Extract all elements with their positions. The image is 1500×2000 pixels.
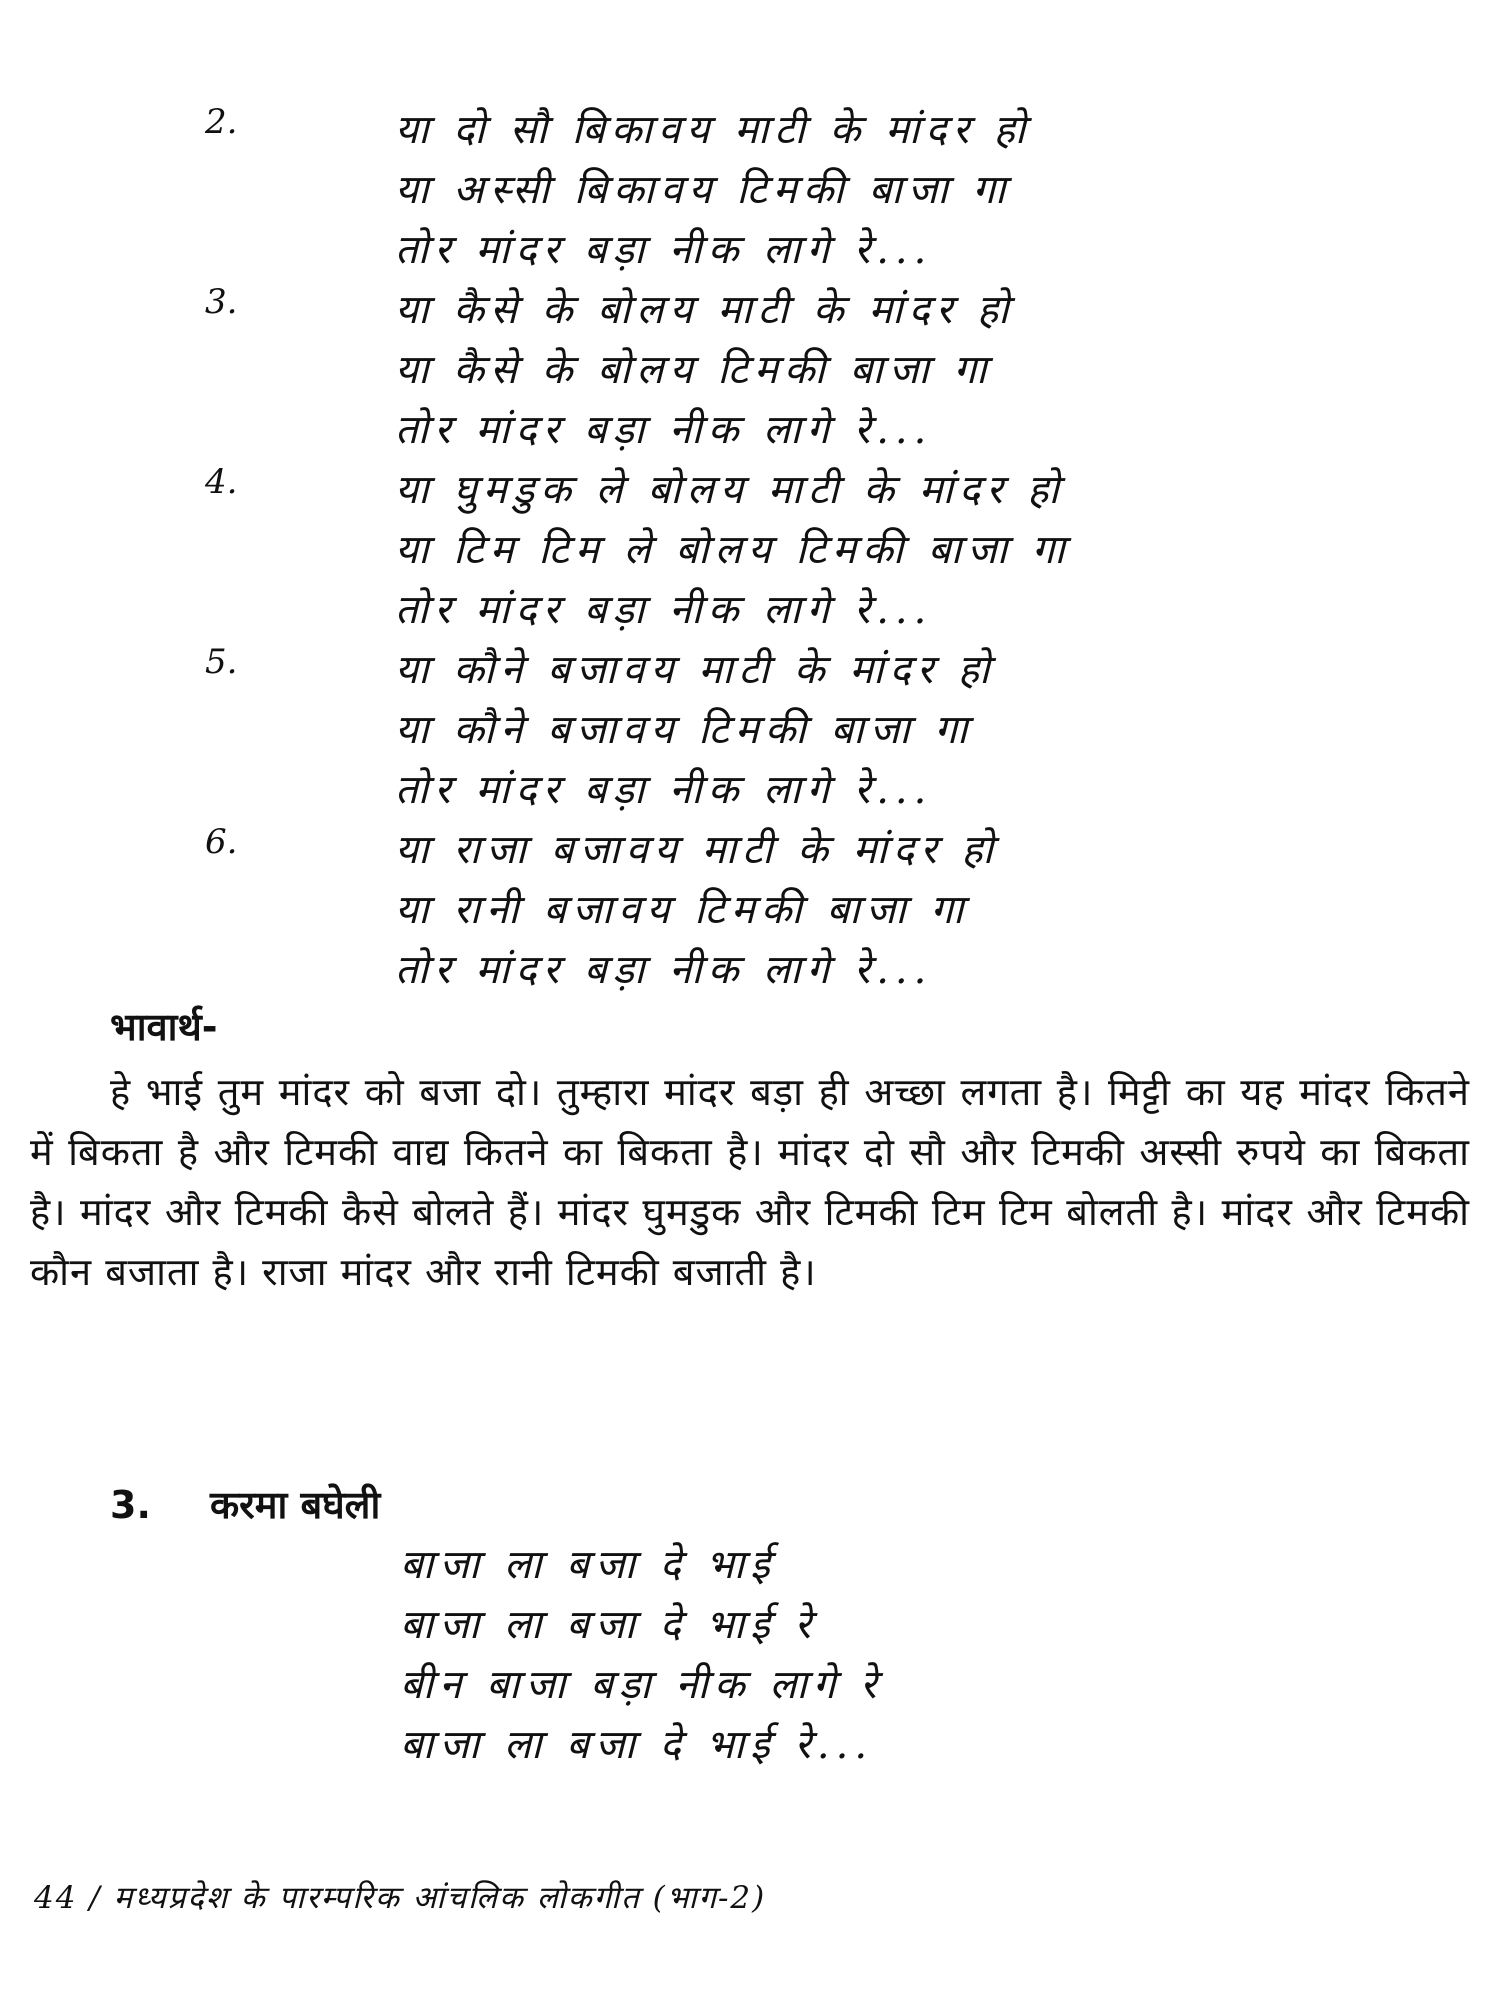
verse-refrain: तोर मांदर बड़ा नीक लागे रे... xyxy=(395,587,933,633)
verse-line: या रानी बजावय टिमकी बाजा गा xyxy=(395,887,970,933)
meaning-heading: भावार्थ- xyxy=(110,1005,218,1049)
lyric-line: बाजा ला बजा दे भाई रे xyxy=(400,1602,817,1648)
verse-line: या कैसे के बोलय माटी के मांदर हो xyxy=(395,287,1015,333)
verse-number: 2. xyxy=(205,102,238,142)
verse-refrain: तोर मांदर बड़ा नीक लागे रे... xyxy=(395,947,933,993)
verse-line: या अस्सी बिकावय टिमकी बाजा गा xyxy=(395,167,1012,213)
verse-line: या टिम टिम ले बोलय टिमकी बाजा गा xyxy=(395,527,1071,573)
verse-line: या कौने बजावय टिमकी बाजा गा xyxy=(395,707,974,753)
verse-number: 3. xyxy=(205,282,238,322)
verse xyxy=(205,460,1325,640)
verse-number: 6. xyxy=(205,822,238,862)
verse-number: 4. xyxy=(205,462,238,502)
verse-line: या दो सौ बिकावय माटी के मांदर हो xyxy=(395,107,1032,153)
lyric-line: बाजा ला बजा दे भाई रे... xyxy=(400,1722,874,1768)
lyric-line: बीन बाजा बड़ा नीक लागे रे xyxy=(400,1662,883,1708)
song-number: 3. xyxy=(110,1483,151,1527)
verse-refrain: तोर मांदर बड़ा नीक लागे रे... xyxy=(395,227,933,273)
verse-refrain: तोर मांदर बड़ा नीक लागे रे... xyxy=(395,767,933,813)
verse xyxy=(205,100,1325,280)
verse xyxy=(205,640,1325,820)
verse-line: या कैसे के बोलय टिमकी बाजा गा xyxy=(395,347,993,393)
verse-line: या राजा बजावय माटी के मांदर हो xyxy=(395,827,999,873)
song-lyrics xyxy=(400,1535,882,1775)
song-title: करमा बघेली xyxy=(210,1483,381,1527)
song-heading xyxy=(110,1478,380,1530)
verse xyxy=(205,280,1325,460)
meaning-paragraph: हे भाई तुम मांदर को बजा दो। तुम्हारा मांदर बड़ा ही अच्छा लगता है। मिट्टी का यह मांदर कितने में बिकता है और टिमकी वाद्य कितने का बिकता है। मांदर दो सौ और टिमकी अस्सी रुपये का बिकता है। मांदर और टिमकी कैसे बोलते हैं। मांदर घुमडुक और टिमकी टिम टिम बोलती है। मांदर और टिमकी कौन बजाता है। राजा मांदर और रानी टिमकी बजाती है। xyxy=(30,1070,1470,1294)
verse-line: या कौने बजावय माटी के मांदर हो xyxy=(395,647,996,693)
song-verses xyxy=(205,100,1325,1000)
verse-refrain: तोर मांदर बड़ा नीक लागे रे... xyxy=(395,407,933,453)
lyric-line: बाजा ला बजा दे भाई xyxy=(400,1542,776,1588)
verse-number: 5. xyxy=(205,642,238,682)
verse xyxy=(205,820,1325,1000)
page-footer: 44 / मध्यप्रदेश के पारम्परिक आंचलिक लोकगीत (भाग-2) xyxy=(34,1880,767,1916)
verse-line: या घुमडुक ले बोलय माटी के मांदर हो xyxy=(395,467,1065,513)
